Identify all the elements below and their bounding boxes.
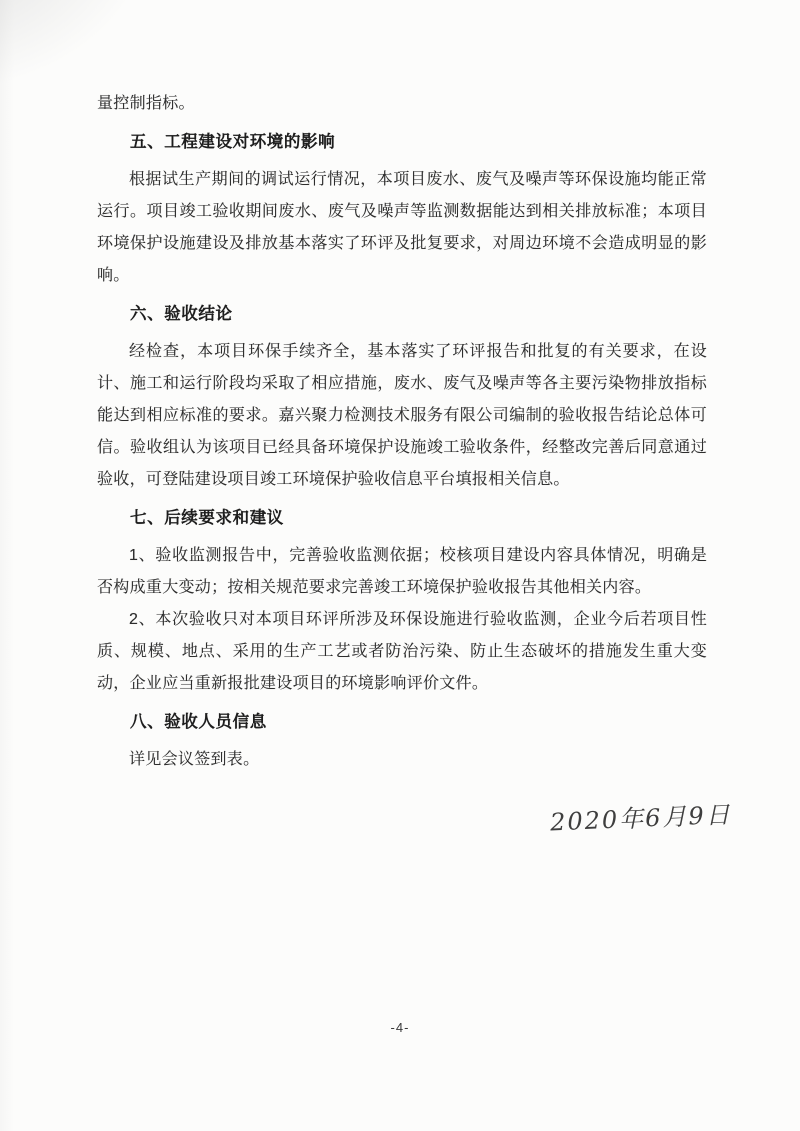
section-heading-7-follow-up-requirements: 七、后续要求和建议 xyxy=(130,509,284,527)
paragraph-section-6: 经检查，本项目环保手续齐全，基本落实了环评报告和批复的有关要求，在设计、施工和运行阶段均采取了相应措施，废水、废气及噪声等各主要污染物排放指标能达到相应标准的要求。嘉兴聚力检测技术服务有限公司编制的验收报告结论总体可信。验收组认为该项目已经具备环境保护设施竣工验收条件，经整改完善后同意通过验收，可登陆建设项目竣工环境保护验收信息平台填报相关信息。 xyxy=(97,343,707,488)
section-heading-5-project-impact: 五、工程建设对环境的影响 xyxy=(130,133,336,151)
page-number: -4- xyxy=(390,1020,410,1035)
handwritten-date: 2020年6月9日 xyxy=(549,800,733,837)
paragraph-section-5: 根据试生产期间的调试运行情况，本项目废水、废气及噪声等环保设施均能正常运行。项目竣工验收期间废水、废气及噪声等监测数据能达到相关排放标准；本项目环境保护设施建设及排放基本落实了环评及批复要求，对周边环境不会造成明显的影响。 xyxy=(97,171,707,284)
page-content xyxy=(97,88,707,776)
section-heading-8-acceptance-personnel: 八、验收人员信息 xyxy=(130,713,267,731)
paragraph-section-7-item-2: 2、本次验收只对本项目环评所涉及环保设施进行验收监测，企业今后若项目性质、规模、地点、采用的生产工艺或者防治污染、防止生态破坏的措施发生重大变动，企业应当重新报批建设项目的环境影响评价文件。 xyxy=(97,611,707,692)
paragraph-section-8: 详见会议签到表。 xyxy=(129,751,260,768)
paragraph-section-7-item-1: 1、验收监测报告中，完善验收监测依据；校核项目建设内容具体情况，明确是否构成重大变动；按相关规范要求完善竣工环境保护验收报告其他相关内容。 xyxy=(97,547,707,596)
carryover-text-line: 量控制指标。 xyxy=(97,95,195,112)
section-heading-6-acceptance-conclusion: 六、验收结论 xyxy=(130,305,233,323)
